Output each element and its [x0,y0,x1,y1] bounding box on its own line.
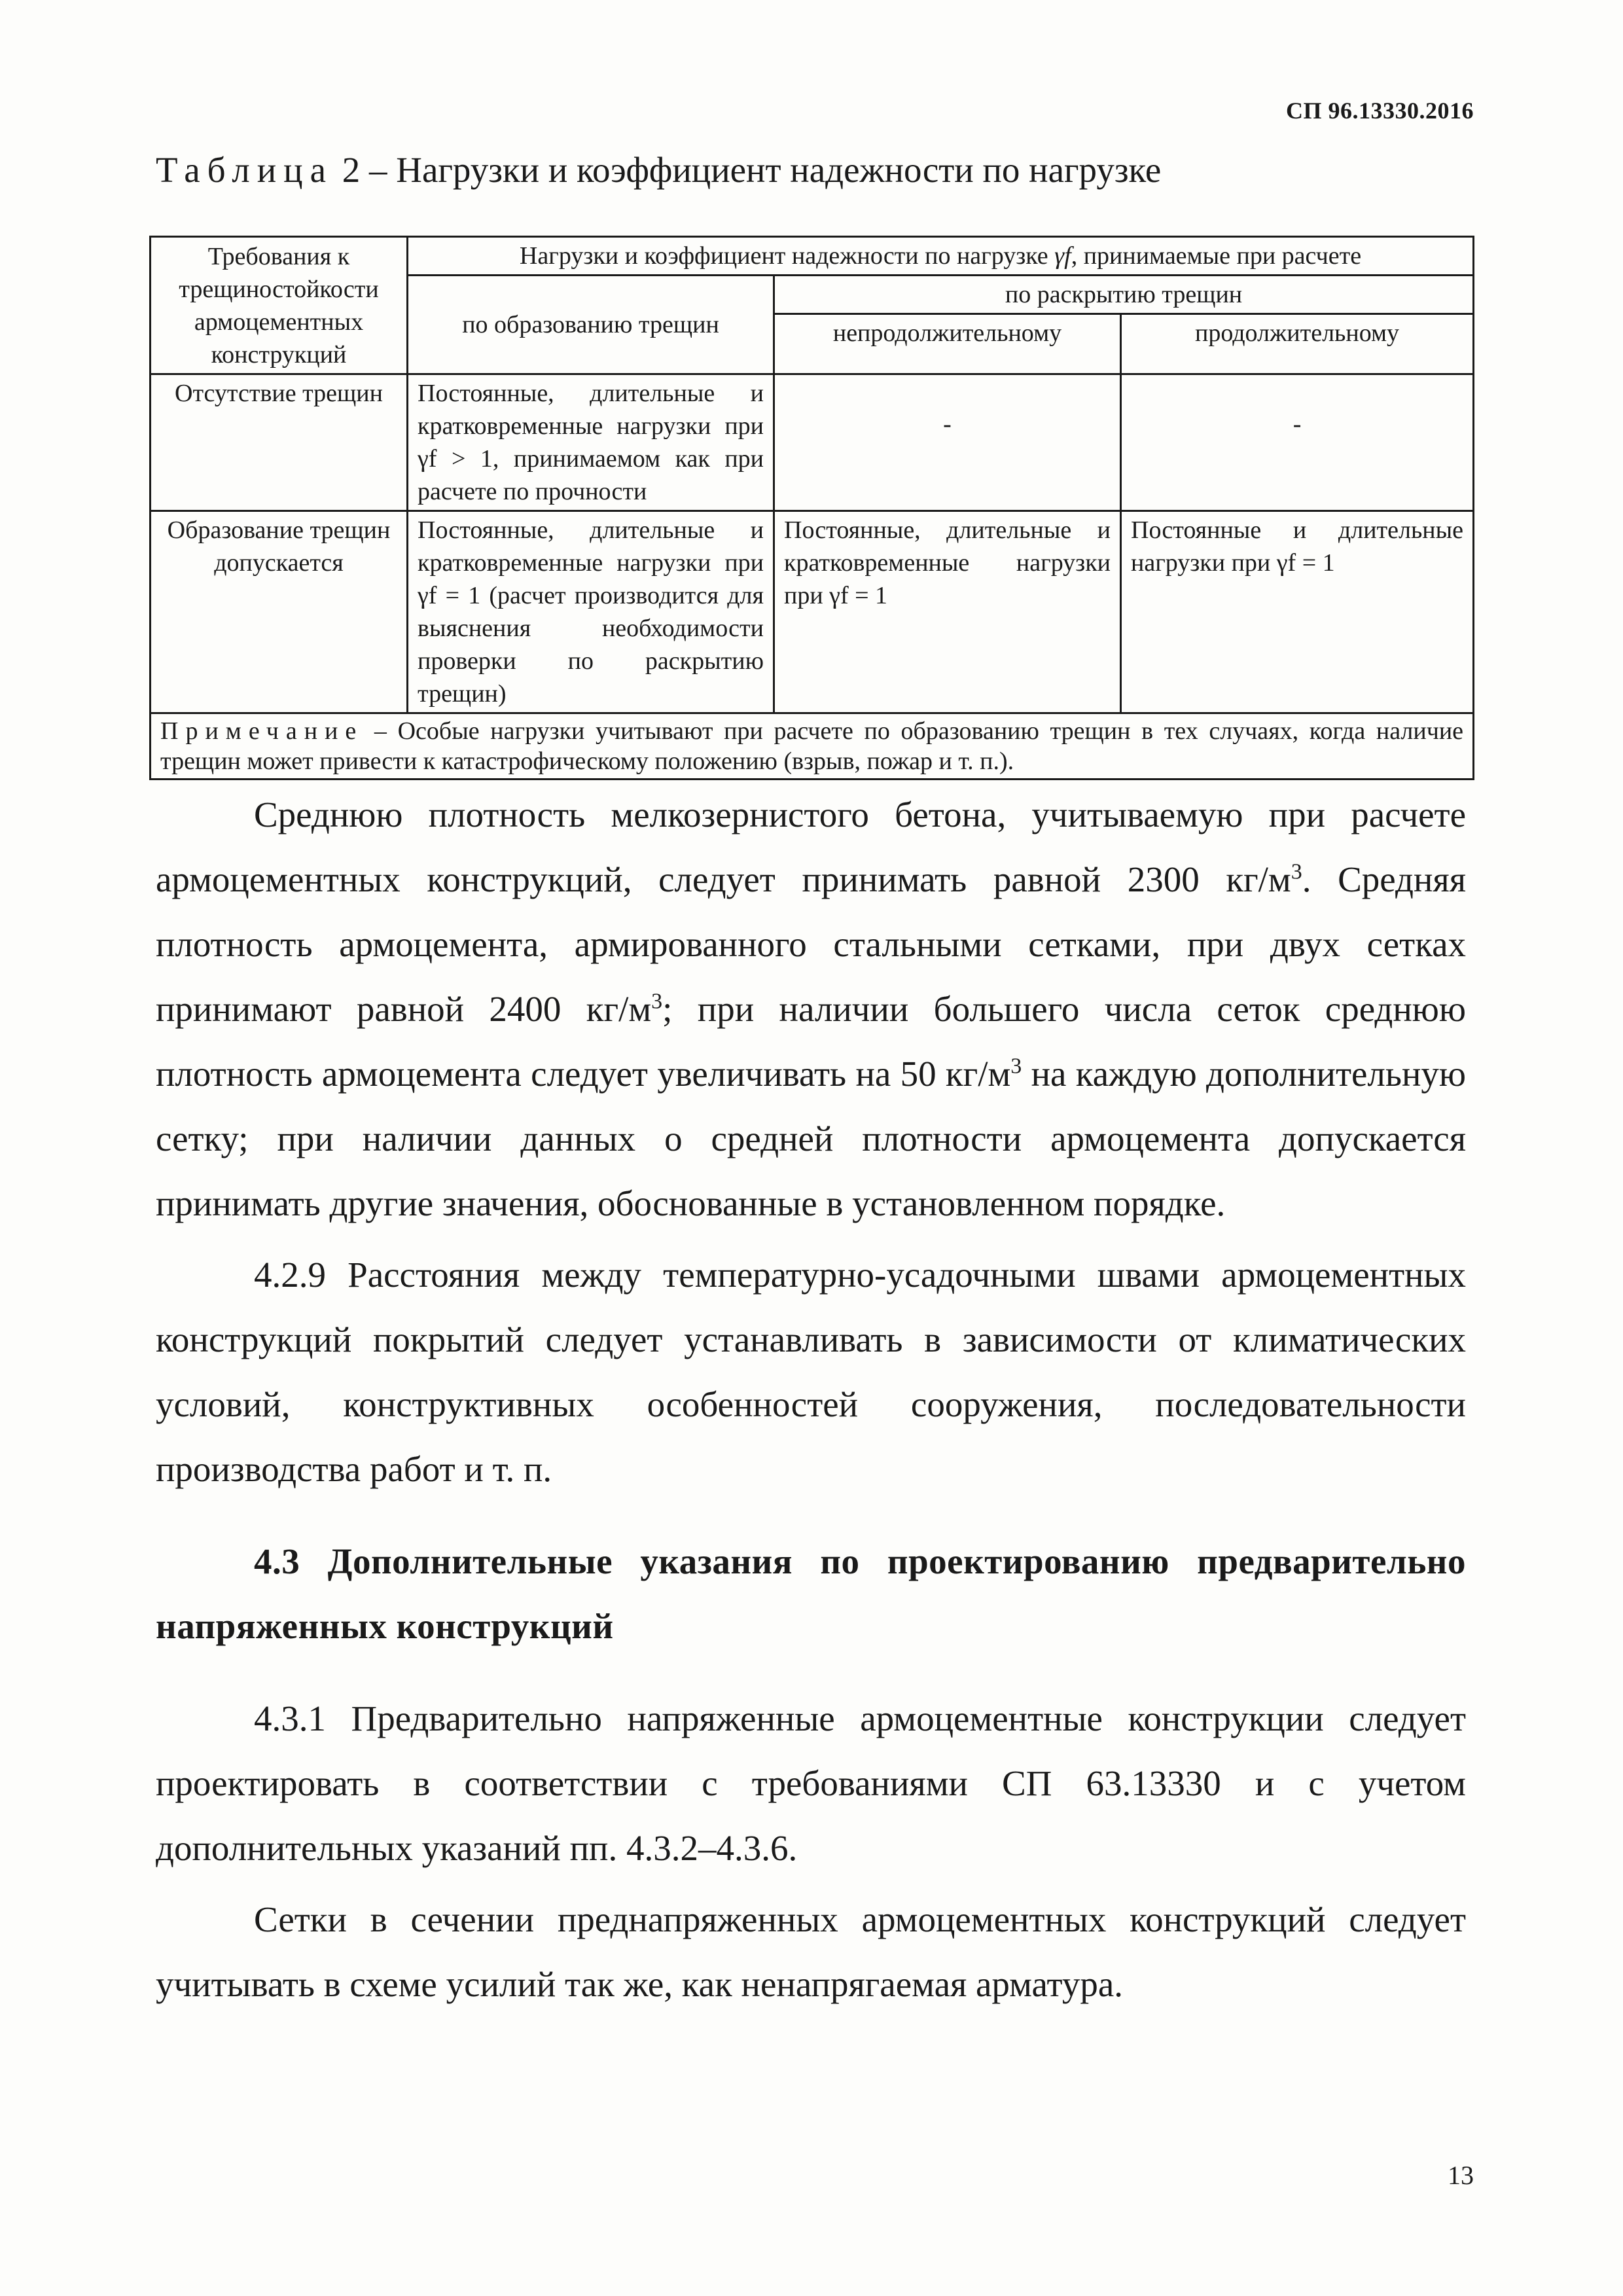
paragraph-density: Среднюю плотность мелкозернистого бетона, учитываемую при расчете армоцементных конструкций, следует принимать равной 2300 $кг/м^3$. Средняя плотность армоцемента, армированного стальными сетками, при двух сетках принимают равной 2400 $кг/м^3$; при наличии большего числа сеток среднюю плотность армоцемента следует увеличивать на 50 $кг/м^3$ на каждую дополнительную сетку; при наличии данных о средней плотности армоцемента допускается принимать другие значения, обоснованные в установленном порядке. [156,795,1466,1223]
paragraph-meshes: Сетки в сечении преднапряженных армоцементных конструкций следует учитывать в схеме усилий так же, как ненапрягаемая арматура. [156,1899,1466,2004]
body-text [156,782,1466,2017]
page-number: 13 [1448,2161,1474,2190]
gamma-symbol: γf [1054,242,1071,270]
header-short-term: непродолжительному [774,314,1121,374]
row-requirement: Отсутствие трещин [151,374,408,511]
section-heading: 4.3 Дополнительные указания по проектированию предварительно напряженных конструкций [156,1541,1466,1646]
load-factor-table [149,236,1474,780]
header-formation: по образованию трещин [408,276,774,374]
header-long-term: продолжительному [1121,314,1474,374]
row-requirement: Образование трещин допускается [151,511,408,713]
table-row [151,511,1474,713]
paragraph-4-2-9: 4.2.9 Расстояния между температурно-усадочными швами армоцементных конструкций покрытий следует устанавливать в зависимости от климатических условий, конструктивных особенностей сооружения, последовательности производства работ и т. п. [156,1255,1466,1489]
note-text: – Особые нагрузки учитывают при расчете по образованию трещин в тех случаях, когда наличие трещин может привести к катастрофическому положению (взрыв, пожар и т. п.). [160,717,1464,775]
note-word: Примечание [160,717,364,745]
table-caption [156,149,1161,190]
row-long-term: Постоянные и длительные нагрузки при γf = 1 [1121,511,1474,713]
table-note [151,713,1474,780]
header-requirements: Требования к трещиностойкости армоцементных конструкций [151,237,408,374]
paragraph-4-3-1: 4.3.1 Предварительно напряженные армоцементные конструкции следует проектировать в соответствии с требованиями СП 63.13330 и с учетом дополнительных указаний пп. 4.3.2–4.3.6. [156,1698,1466,1868]
document-code: СП 96.13330.2016 [1286,98,1474,124]
table-caption-word: Таблица [156,150,333,190]
row-short-term: - [774,374,1121,511]
table-caption-title: 2 – Нагрузки и коэффициент надежности по нагрузке [332,150,1162,190]
row-formation: Постоянные, длительные и кратковременные нагрузки при γf > 1, принимаемом как при расчете по прочности [408,374,774,511]
header-loads-span: Нагрузки и коэффициент надежности по нагрузке γf, принимаемые при расчете [408,237,1474,276]
row-long-term: - [1121,374,1474,511]
row-formation: Постоянные, длительные и кратковременные нагрузки при γf = 1 (расчет производится для выяснения необходимости проверки по раскрытию трещин) [408,511,774,713]
table-note-row [151,713,1474,780]
table-header-row [151,237,1474,276]
table-row [151,374,1474,511]
row-short-term: Постоянные, длительные и кратковременные нагрузки при γf = 1 [774,511,1121,713]
header-opening: по раскрытию трещин [774,276,1474,314]
